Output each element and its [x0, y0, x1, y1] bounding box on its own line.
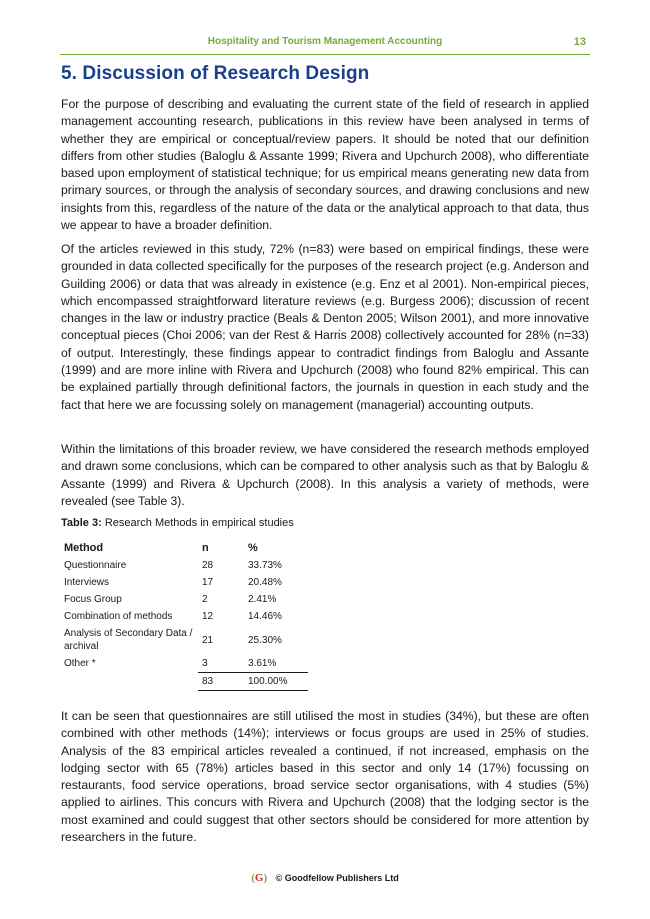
cell-method-empty	[60, 673, 198, 691]
running-header-title: Hospitality and Tourism Management Accounting	[207, 36, 443, 47]
table-caption-text: Research Methods in empirical studies	[104, 517, 294, 529]
cell-percent: 25.30%	[248, 634, 282, 646]
cell-percent: 20.48%	[248, 577, 282, 588]
header-rule	[60, 54, 590, 55]
cell-percent: 3.61%	[244, 655, 308, 673]
copyright-text: © Goodfellow Publishers Ltd	[275, 873, 399, 883]
cell-n: 21	[202, 634, 214, 646]
table-row	[60, 625, 308, 655]
cell-percent: 2.41%	[248, 594, 277, 605]
publisher-logo-letter: G	[254, 872, 264, 884]
cell-percent: 14.46%	[248, 611, 282, 622]
section-heading: 5. Discussion of Research Design	[61, 63, 370, 84]
table-caption-label: Table 3:	[61, 517, 102, 529]
cell-method: Focus Group	[64, 594, 122, 605]
cell-percent: 33.73%	[248, 560, 282, 571]
page-footer	[0, 872, 650, 884]
cell-n: 2	[202, 594, 208, 605]
table-row	[60, 608, 308, 625]
cell-n: 17	[202, 577, 214, 588]
column-header-method: Method	[64, 542, 104, 554]
paragraph-3: Within the limitations of this broader review, we have considered the research methods employed and drawn some conclusions, which can be compared to other analysis such as that by Baloglu & Assante (1999) and Rivera & Upchurch (2008). In this analysis a variety of methods, were revealed (see Table 3).	[61, 442, 589, 508]
table-row	[60, 655, 308, 673]
publisher-logo: (G)	[251, 872, 268, 884]
paragraph-2: Of the articles reviewed in this study, 72% (n=83) were based on empirical findings, these were grounded in data collected specifically for the purposes of the research project (e.g. Anderson and Guilding 2006) or data that was already in existence (e.g. Enz et al 2001). Non-empirical pieces, which encompassed straightforward literature reviews (e.g. Burgess 2006); discussion of recent changes in the law or industry practice (Beals & Denton 2005; Wilson 2001), and more innovative conceptual pieces (Choi 2006; van der Rest & Harris 2008) collectively accounted for 28% (n=33) of output. Interestingly, these findings appear to contradict findings from Baloglu and Assante (1999) and are more inline with Rivera and Upchurch (2008) who found 82% empirical. This can be explained partially through definitional factors, the journals in question in each study and the fact that here we are focussing solely on management (managerial) accounting outputs.	[61, 242, 589, 412]
cell-method: Combination of methods	[64, 611, 173, 622]
cell-method: Interviews	[64, 577, 110, 588]
column-header-percent: %	[248, 542, 258, 554]
cell-method: Analysis of Secondary Data / archival	[64, 628, 193, 652]
research-methods-table	[60, 540, 308, 691]
paragraph-1: For the purpose of describing and evaluating the current state of the field of research in applied management accounting research, publications in this review have been analysed in terms of whether they are empirical or conceptual/review papers. It should be noted that our definition differs from other studies (Baloglu & Assante 1999; Rivera and Upchurch 2008), who differentiate based upon employment of statistical technique; for us empirical means generating new data from primary sources, or through the analysis of secondary sources, and drawing conclusions and new insights from this, regardless of the nature of the data or the analytical approach to that data, thus we appear to have a broader definition.	[61, 97, 589, 233]
cell-total-percent: 100.00%	[244, 673, 308, 691]
table-caption	[61, 517, 294, 529]
paragraph-4: It can be seen that questionnaires are still utilised the most in studies (34%), but these are often combined with other methods (14%); interviews or focus groups are used in 25% of studies. Analysis of the 83 empirical articles revealed a continued, if not increased, emphasis on the lodging sector with 65 (78%) articles based in this sector and only 14 (17%) focussing on restaurants, food service operations, broad service sector organisations, with 4 studies (5%) applied to airlines. This concurs with Rivera and Upchurch (2008) that the lodging sector is the most examined and could suggest that other sectors should be considered for more attention by researchers in the future.	[61, 709, 589, 845]
table-row	[60, 574, 308, 591]
cell-method: Other *	[64, 658, 96, 670]
table-header-row	[60, 540, 308, 557]
column-header-n: n	[202, 542, 209, 554]
running-header	[0, 36, 650, 50]
cell-n: 12	[202, 611, 214, 622]
table-row	[60, 557, 308, 574]
page-number: 13	[573, 36, 586, 48]
cell-method: Questionnaire	[64, 560, 127, 571]
table-total-row	[60, 673, 308, 691]
cell-total-n: 83	[198, 673, 244, 691]
cell-n: 28	[202, 560, 214, 571]
cell-n: 3	[198, 655, 244, 673]
table-row	[60, 591, 308, 608]
